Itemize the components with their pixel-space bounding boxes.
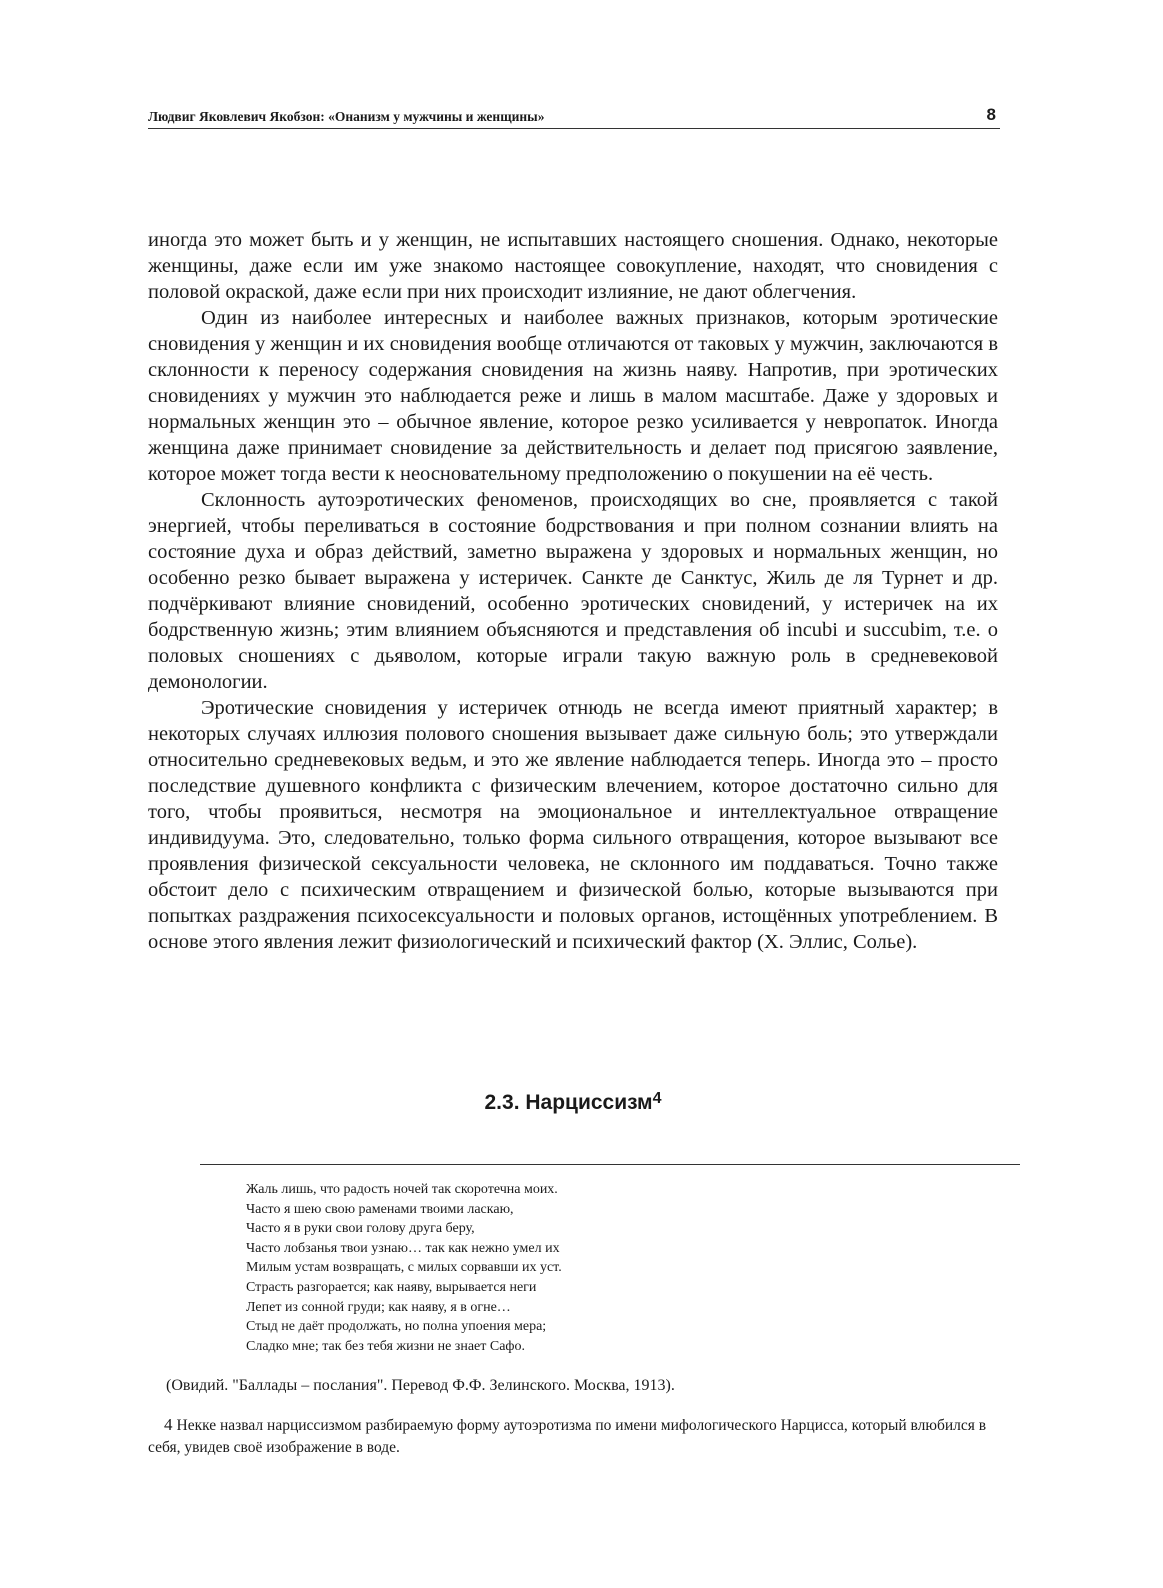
epigraph-rule — [200, 1164, 1020, 1165]
epigraph-citation: (Овидий. "Баллады – послания". Перевод Ф.Ф. Зелинского. Москва, 1913). — [166, 1377, 675, 1394]
poem-line: Жаль лишь, что радость ночей так скоротечна моих. — [246, 1182, 558, 1197]
paragraph: иногда это может быть и у женщин, не испытавших настоящего сношения. Однако, некоторые женщины, даже если им уже знакомо настоящее совокупление, находят, что сновидения с половой окраской, даже если при них происходит излияние, не дают облегчения. — [148, 229, 998, 303]
running-header — [148, 104, 1000, 129]
footnote-reference[interactable]: 4 — [652, 1090, 662, 1107]
poem-line: Милым устам возвращать, с милых сорвавши их уст. — [246, 1260, 562, 1276]
poem-line: Часто я шею свою раменами твоими ласкаю, — [246, 1201, 514, 1217]
poem-line: Стыд не даёт продолжать, но полна упоения мера; — [246, 1319, 547, 1335]
paragraph: Склонность аутоэротических феноменов, происходящих во сне, проявляется с такой энергией, чтобы переливаться в состояние бодрствования и при полном сознании влиять на состояние духа и образ действий, заметно выражена у здоровых и нормальных женщин, но особенно резко бывает выражена у истеричек. Санкте де Санктус, Жиль де ля Турнет и др. подчёркивают влияние сновидений, особенно эротических сновидений, у истеричек на их бодрственную жизнь; этим влиянием объясняются и представления об incubi и succubim, т.е. о половых сношениях с дьяволом, которые играли такую важную роль в средневековой демонологии. — [148, 489, 998, 693]
poem-line: Сладко мне; так без тебя жизни не знает Сафо. — [246, 1338, 525, 1354]
header-title: Людвиг Яковлевич Якобзон: «Онанизм у мужчины и женщины» — [148, 109, 545, 124]
page-number: 8 — [986, 105, 996, 124]
paragraph: Один из наиболее интересных и наиболее важных признаков, которым эротические сновидения у женщин и их сновидения вообще отличаются от таковых у мужчин, заключаются в склонности к переносу содержания сновидения на жизнь наяву. Напротив, при эротических сновидениях у мужчин это наблюдается реже и лишь в малом масштабе. Даже у здоровых и нормальных женщин это – обычное явление, которое резко усиливается у невропаток. Иногда женщина даже принимает сновидение за действительность и делает под присягою заявление, которое может тогда вести к неосновательному предположению о покушении на её честь. — [148, 307, 998, 485]
section-heading — [148, 1084, 998, 1118]
poem-line: Лепет из сонной груди; как наяву, я в огне… — [246, 1299, 511, 1315]
poem-line: Часто лобзанья твои узнаю… так как нежно умел их — [246, 1240, 560, 1256]
footnote — [148, 1414, 1000, 1459]
poem-line: Часто я в руки свои голову друга беру, — [246, 1221, 475, 1237]
poem-line: Страсть разгорается; как наяву, вырывается неги — [246, 1279, 537, 1295]
paragraph: Эротические сновидения у истеричек отнюдь не всегда имеют приятный характер; в некоторых случаях иллюзия полового сношения вызывает даже сильную боль; это утверждали относительно средневековых ведьм, и это же явление наблюдается теперь. Иногда это – просто последствие душевного конфликта с физическим влечением, которое достаточно сильно для того, чтобы проявиться, несмотря на эмоциональное и интеллектуальное отвращение индивидуума. Это, следовательно, только форма сильного отвращения, которое вызывают все проявления физической сексуальности человека, не склонного им поддаваться. Точно также обстоит дело с психическим отвращением и физической болью, которые вызываются при попытках раздражения психосексуальности и половых органов, истощённых употреблением. В основе этого явления лежит физиологический и психический фактор (Х. Эллис, Солье). — [148, 697, 998, 953]
epigraph-poem — [246, 1180, 946, 1356]
footnote-text: Некке назвал нарциссизмом разбираемую форму аутоэротизма по имени мифологического Нарцисса, который влюбился в себя, увидев своё изображение в воде. — [148, 1417, 987, 1456]
body-text — [148, 227, 998, 955]
footnote-mark: 4 — [164, 1415, 173, 1434]
section-heading-text: 2.3. Нарциссизм — [484, 1091, 653, 1114]
